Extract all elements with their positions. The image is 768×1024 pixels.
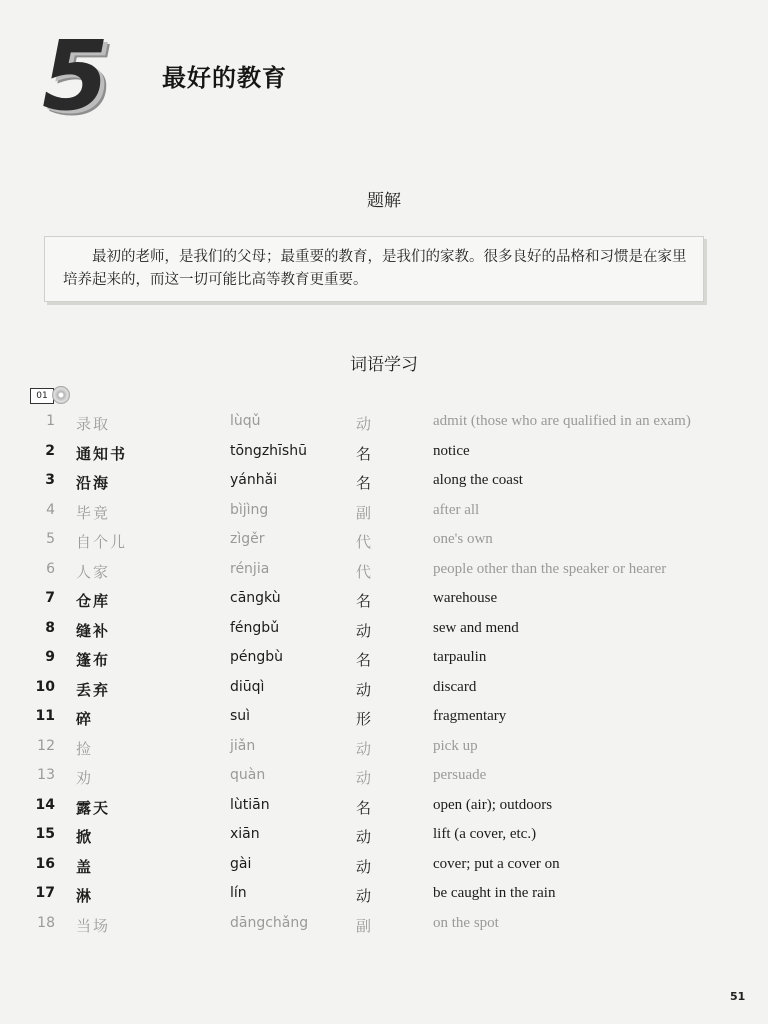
vocab-row — [0, 649, 768, 678]
vocab-word: 露天 — [76, 798, 111, 817]
vocab-pinyin: xiān — [230, 826, 260, 842]
vocab-english: tarpaulin — [433, 649, 487, 665]
vocab-part-of-speech: 副 — [356, 916, 372, 935]
vocab-part-of-speech: 形 — [356, 710, 372, 728]
vocab-part-of-speech: 动 — [356, 739, 372, 758]
vocab-part-of-speech: 动 — [356, 769, 372, 787]
vocab-pinyin: bìjìng — [230, 501, 269, 518]
vocab-number: 4 — [46, 501, 55, 518]
vocab-row — [0, 620, 768, 649]
vocab-part-of-speech: 副 — [356, 503, 372, 522]
vocab-english: one's own — [433, 531, 493, 547]
vocab-number: 17 — [35, 885, 55, 901]
vocab-word: 捡 — [76, 739, 94, 758]
vocab-pinyin: quàn — [230, 767, 266, 783]
vocab-pinyin: péngbù — [230, 649, 284, 665]
vocab-row — [0, 443, 768, 472]
vocab-row — [0, 767, 768, 796]
page-number: 51 — [730, 990, 746, 1003]
vocab-english: people other than the speaker or hearer — [433, 560, 667, 577]
vocab-part-of-speech: 名 — [356, 444, 372, 463]
vocab-pinyin: lín — [230, 885, 247, 901]
vocab-row — [0, 797, 768, 826]
vocab-number: 2 — [45, 442, 55, 459]
vocab-pinyin: rénjia — [230, 560, 270, 577]
vocab-row — [0, 413, 768, 442]
vocab-number: 1 — [46, 413, 55, 429]
intro-text: 最初的老师，是我们的父母；最重要的教育，是我们的家教。很多良好的品格和习惯是在家里培养起来的，而这一切可能比高等教育更重要。 — [63, 249, 687, 288]
vocab-part-of-speech: 名 — [356, 798, 372, 817]
vocab-pinyin: lùqǔ — [230, 413, 261, 429]
vocab-row — [0, 531, 768, 560]
vocab-number: 11 — [35, 708, 55, 724]
vocab-number: 5 — [46, 531, 55, 547]
vocab-part-of-speech: 代 — [356, 533, 372, 551]
vocab-english: admit (those who are qualified in an exam) — [433, 413, 691, 429]
vocab-english: warehouse — [433, 590, 498, 606]
vocab-pinyin: dāngchǎng — [230, 914, 309, 931]
vocab-part-of-speech: 动 — [356, 857, 372, 876]
vocab-english: persuade — [433, 767, 487, 783]
vocab-word: 丢弃 — [76, 680, 111, 699]
vocab-english: discard — [433, 678, 477, 695]
vocab-pinyin: gài — [230, 855, 252, 872]
vocab-number: 14 — [35, 796, 55, 813]
vocab-english: sew and mend — [433, 619, 519, 636]
vocab-english: along the coast — [433, 472, 523, 488]
vocab-english: be caught in the rain — [433, 885, 556, 901]
vocab-row — [0, 885, 768, 914]
vocab-english: fragmentary — [433, 708, 507, 724]
vocab-english: pick up — [433, 737, 478, 754]
vocab-row — [0, 738, 768, 767]
vocab-english: after all — [433, 501, 480, 518]
vocab-number: 18 — [37, 914, 55, 931]
vocab-word: 缝补 — [76, 621, 111, 640]
vocab-word: 淋 — [76, 887, 94, 905]
lesson-title: 最好的教育 — [162, 64, 287, 92]
vocab-word: 当场 — [76, 916, 111, 935]
vocab-word: 盖 — [76, 857, 94, 876]
vocab-word: 毕竟 — [76, 503, 111, 522]
vocab-word: 通知书 — [76, 444, 128, 463]
vocab-english: open (air); outdoors — [433, 796, 553, 813]
vocab-english: notice — [433, 442, 470, 459]
vocab-word: 掀 — [76, 828, 94, 846]
vocab-row — [0, 561, 768, 590]
vocab-pinyin: tōngzhīshū — [230, 442, 307, 459]
vocab-word: 仓库 — [76, 592, 111, 610]
vocab-part-of-speech: 名 — [356, 592, 372, 610]
vocab-word: 篷布 — [76, 651, 111, 669]
vocab-pinyin: suì — [230, 708, 251, 724]
vocab-word: 劝 — [76, 769, 94, 787]
vocab-number: 6 — [46, 560, 55, 577]
vocab-heading: 词语学习 — [350, 355, 418, 375]
vocab-part-of-speech: 动 — [356, 621, 372, 640]
vocab-word: 录取 — [76, 415, 111, 433]
audio-track-label: 01 — [30, 388, 54, 404]
vocab-pinyin: lùtiān — [230, 796, 270, 813]
vocab-row — [0, 708, 768, 737]
vocab-row — [0, 856, 768, 885]
vocab-english: cover; put a cover on — [433, 855, 560, 872]
lesson-number: 5 — [42, 20, 109, 132]
vocab-row — [0, 915, 768, 944]
vocab-word: 沿海 — [76, 474, 111, 492]
vocab-pinyin: cāngkù — [230, 590, 281, 606]
vocab-pinyin: diūqì — [230, 678, 265, 695]
vocab-row — [0, 679, 768, 708]
vocab-part-of-speech: 动 — [356, 887, 372, 905]
vocab-pinyin: jiǎn — [230, 737, 256, 754]
vocab-row — [0, 590, 768, 619]
vocab-part-of-speech: 代 — [356, 562, 372, 581]
intro-heading: 题解 — [367, 191, 401, 211]
audio-cd-icon[interactable] — [30, 386, 70, 406]
vocab-word: 碎 — [76, 710, 94, 728]
vocab-row — [0, 472, 768, 501]
vocab-number: 13 — [37, 767, 55, 783]
vocab-number: 7 — [45, 590, 55, 606]
vocab-pinyin: yánhǎi — [230, 472, 278, 488]
vocab-part-of-speech: 动 — [356, 680, 372, 699]
vocab-number: 3 — [45, 472, 55, 488]
vocab-english: lift (a cover, etc.) — [433, 826, 537, 842]
vocab-number: 9 — [45, 649, 55, 665]
vocab-part-of-speech: 动 — [356, 415, 372, 433]
vocab-part-of-speech: 名 — [356, 651, 372, 669]
cd-disc-icon — [52, 386, 70, 404]
vocab-pinyin: féngbǔ — [230, 619, 280, 636]
vocab-row — [0, 502, 768, 531]
vocab-word: 自个儿 — [76, 533, 128, 551]
vocab-word: 人家 — [76, 562, 111, 581]
vocab-number: 10 — [35, 678, 55, 695]
vocab-number: 12 — [37, 737, 55, 754]
vocab-pinyin: zìgěr — [230, 531, 265, 547]
intro-box — [44, 236, 704, 302]
vocab-part-of-speech: 名 — [356, 474, 372, 492]
vocab-number: 16 — [35, 855, 55, 872]
vocab-english: on the spot — [433, 914, 499, 931]
vocab-part-of-speech: 动 — [356, 828, 372, 846]
vocab-number: 8 — [45, 619, 55, 636]
vocab-number: 15 — [35, 826, 55, 842]
vocab-row — [0, 826, 768, 855]
